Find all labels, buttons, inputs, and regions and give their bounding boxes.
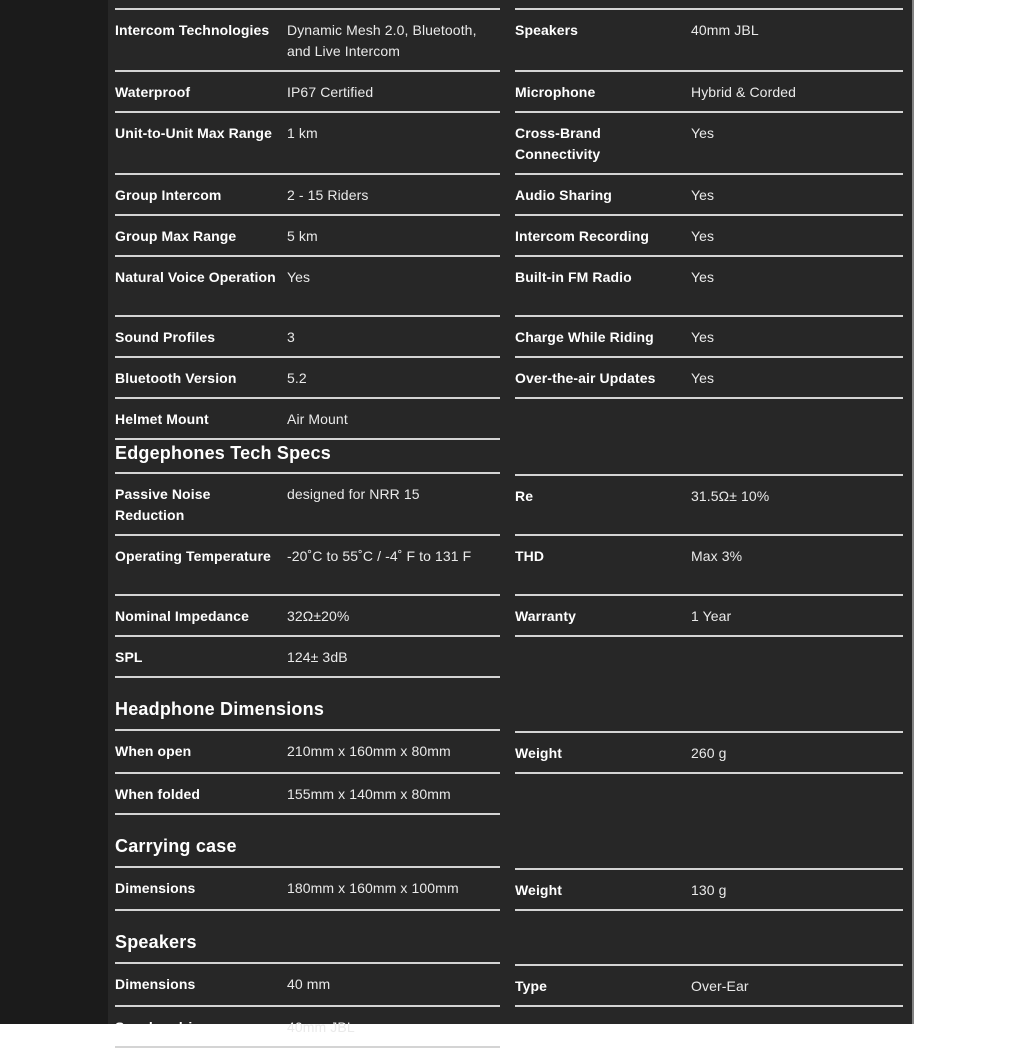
section-heading-cell xyxy=(115,678,500,731)
spec-cell-right xyxy=(515,536,903,596)
spec-value: Yes xyxy=(691,125,715,141)
spec-label: Helmet Mount xyxy=(115,411,209,427)
spec-value: Yes xyxy=(691,329,715,345)
spec-label: Sound Profiles xyxy=(115,329,216,345)
spec-row xyxy=(115,964,903,1007)
spec-row xyxy=(115,536,903,596)
spec-value: 3 xyxy=(287,329,295,345)
section-heading-band xyxy=(115,911,903,964)
section-heading-cell xyxy=(115,440,500,474)
spec-label: Operating Temperature xyxy=(115,548,271,564)
section-heading-band xyxy=(115,678,903,731)
spec-row xyxy=(115,637,903,678)
spec-cell-right xyxy=(515,113,903,175)
spec-row xyxy=(115,216,903,257)
section-heading-band xyxy=(115,815,903,868)
spec-cell-right xyxy=(515,731,903,774)
spec-cell-left xyxy=(115,113,500,175)
spec-value: 2 - 15 Riders xyxy=(287,187,369,203)
spec-value: designed for NRR 15 xyxy=(287,486,420,502)
spec-cell-left xyxy=(115,637,500,678)
spec-label: When open xyxy=(115,743,192,759)
spec-label: Nominal Impedance xyxy=(115,608,249,624)
section-heading-spacer xyxy=(515,678,903,731)
spec-cell-left xyxy=(115,8,500,72)
section-heading-spacer xyxy=(515,911,903,964)
spec-cell-left xyxy=(115,175,500,216)
spec-cell-left xyxy=(115,474,500,536)
spec-value: IP67 Certified xyxy=(287,84,374,100)
spec-label: Passive Noise Reduction xyxy=(115,486,211,523)
page-left-margin xyxy=(0,0,108,1024)
section-heading: Headphone Dimensions xyxy=(115,699,325,719)
spec-cell-right xyxy=(515,8,903,72)
spec-label: SPL xyxy=(115,649,143,665)
spec-value: Yes xyxy=(691,228,715,244)
spec-cell-right xyxy=(515,474,903,536)
spec-label: Warranty xyxy=(515,608,576,624)
spec-value: Air Mount xyxy=(287,411,348,427)
spec-label: When folded xyxy=(115,786,201,802)
spec-cell-right xyxy=(515,774,903,815)
spec-cell-left xyxy=(115,216,500,257)
spec-row xyxy=(115,399,903,440)
spec-label: Unit-to-Unit Max Range xyxy=(115,125,272,141)
spec-row xyxy=(115,8,903,72)
section-heading: Carrying case xyxy=(115,836,237,856)
spec-label: Group Intercom xyxy=(115,187,222,203)
spec-cell-right xyxy=(515,1007,903,1048)
spec-label: Dimensions xyxy=(115,880,196,896)
spec-value: 1 Year xyxy=(691,608,732,624)
spec-cell-right xyxy=(515,596,903,637)
spec-label: Natural Voice Operation xyxy=(115,269,276,285)
spec-panel xyxy=(108,0,914,1035)
spec-label: Audio Sharing xyxy=(515,187,612,203)
spec-value: 260 g xyxy=(691,745,727,761)
spec-label: Intercom Technologies xyxy=(115,22,270,38)
spec-row xyxy=(115,113,903,175)
spec-row xyxy=(115,317,903,358)
spec-value: Yes xyxy=(691,269,715,285)
spec-value: Over-Ear xyxy=(691,978,749,994)
section-heading: Edgephones Tech Specs xyxy=(115,443,331,463)
section-heading-spacer xyxy=(515,815,903,868)
spec-label: Built-in FM Radio xyxy=(515,269,632,285)
spec-cell-left xyxy=(115,868,500,911)
spec-label: Charge While Riding xyxy=(515,329,654,345)
spec-label: Bluetooth Version xyxy=(115,370,237,386)
spec-row xyxy=(115,774,903,815)
spec-row xyxy=(115,358,903,399)
spec-cell-left xyxy=(115,399,500,440)
spec-cell-left xyxy=(115,1007,500,1048)
spec-row xyxy=(115,474,903,536)
spec-label: THD xyxy=(515,548,545,564)
spec-label: Weight xyxy=(515,882,563,898)
spec-label: Over-the-air Updates xyxy=(515,370,656,386)
spec-label: Waterproof xyxy=(115,84,191,100)
section-heading: Speakers xyxy=(115,932,197,952)
spec-label: Speakers xyxy=(515,22,579,38)
spec-value: 32Ω±20% xyxy=(287,608,350,624)
spec-cell-right xyxy=(515,964,903,1007)
spec-value: 1 km xyxy=(287,125,318,141)
spec-label: Weight xyxy=(515,745,563,761)
spec-cell-left xyxy=(115,72,500,113)
spec-cell-right xyxy=(515,216,903,257)
spec-value: Yes xyxy=(691,187,715,203)
spec-cell-left xyxy=(115,257,500,317)
spec-row xyxy=(115,257,903,317)
spec-value: 40mm JBL xyxy=(287,1019,355,1035)
spec-cell-left xyxy=(115,964,500,1007)
spec-cell-right xyxy=(515,317,903,358)
spec-cell-right xyxy=(515,175,903,216)
spec-cell-left xyxy=(115,317,500,358)
section-heading-cell xyxy=(115,815,500,868)
spec-tables xyxy=(115,8,903,1048)
section-heading-spacer xyxy=(515,440,903,474)
spec-cell-right xyxy=(515,72,903,113)
spec-value: Max 3% xyxy=(691,548,743,564)
spec-value: 210mm x 160mm x 80mm xyxy=(287,743,451,759)
spec-label: Intercom Recording xyxy=(515,228,650,244)
spec-value: 130 g xyxy=(691,882,727,898)
spec-value: 5 km xyxy=(287,228,318,244)
spec-row xyxy=(115,731,903,774)
spec-label: Re xyxy=(515,488,534,504)
spec-label: Speaker driver xyxy=(115,1019,214,1035)
spec-value: Dynamic Mesh 2.0, Bluetooth, and Live Intercom xyxy=(287,22,477,59)
spec-row xyxy=(115,1007,903,1048)
spec-cell-right xyxy=(515,637,903,678)
spec-cell-right xyxy=(515,399,903,440)
section-heading-band xyxy=(115,440,903,474)
spec-value: 40 mm xyxy=(287,976,331,992)
spec-value: 180mm x 160mm x 100mm xyxy=(287,880,459,896)
spec-value: 5.2 xyxy=(287,370,307,386)
spec-row xyxy=(115,175,903,216)
spec-value: 124± 3dB xyxy=(287,649,348,665)
spec-cell-right xyxy=(515,358,903,399)
spec-cell-left xyxy=(115,536,500,596)
spec-value: Yes xyxy=(691,370,715,386)
spec-label: Group Max Range xyxy=(115,228,237,244)
spec-label: Microphone xyxy=(515,84,596,100)
spec-cell-left xyxy=(115,596,500,637)
spec-cell-left xyxy=(115,358,500,399)
spec-value: Yes xyxy=(287,269,311,285)
spec-cell-right xyxy=(515,257,903,317)
spec-value: 40mm JBL xyxy=(691,22,759,38)
spec-value: 31.5Ω± 10% xyxy=(691,488,770,504)
spec-cell-left xyxy=(115,774,500,815)
spec-value: -20˚C to 55˚C / -4˚ F to 131 F xyxy=(287,548,472,564)
spec-label: Cross-Brand Connectivity xyxy=(515,125,601,162)
spec-cell-right xyxy=(515,868,903,911)
spec-row xyxy=(115,72,903,113)
spec-value: Hybrid & Corded xyxy=(691,84,796,100)
spec-row xyxy=(115,596,903,637)
spec-label: Type xyxy=(515,978,548,994)
section-heading-cell xyxy=(115,911,500,964)
spec-label: Dimensions xyxy=(115,976,196,992)
spec-value: 155mm x 140mm x 80mm xyxy=(287,786,451,802)
spec-row xyxy=(115,868,903,911)
spec-cell-left xyxy=(115,731,500,774)
